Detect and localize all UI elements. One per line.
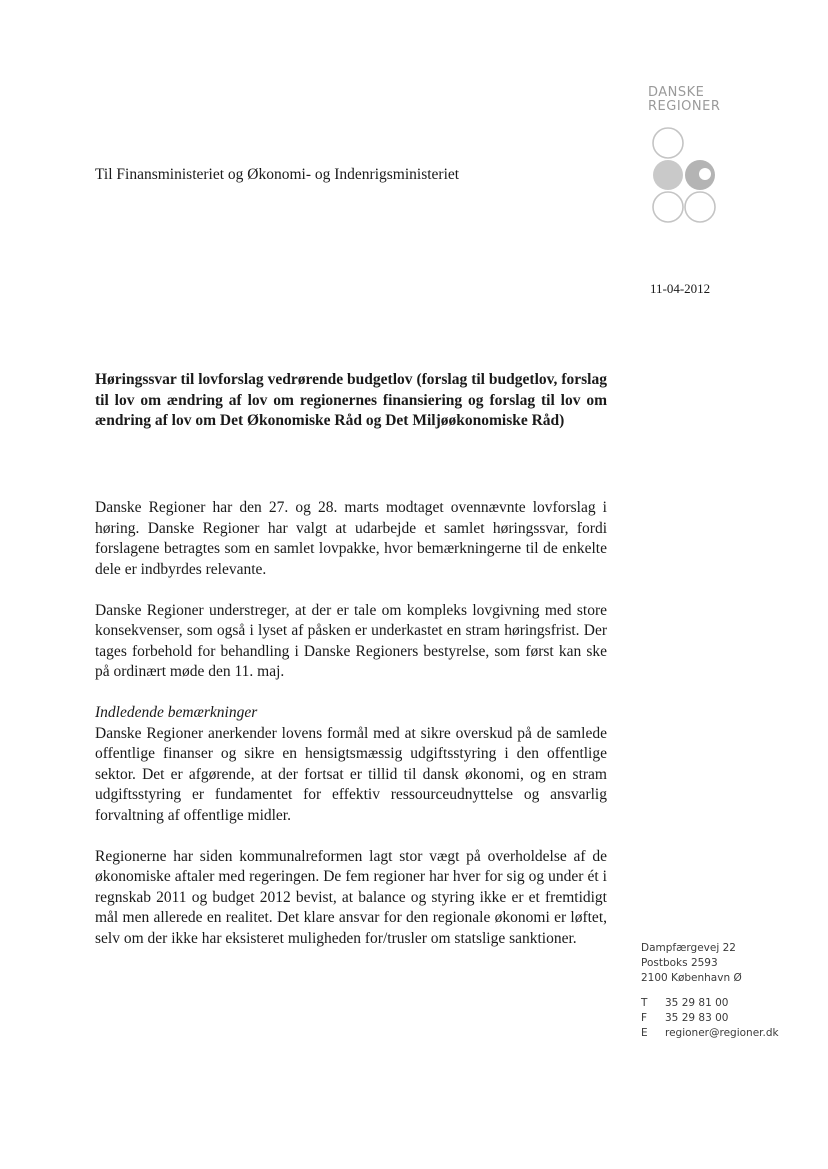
paragraph-2: Danske Regioner understreger, at der er tale om kompleks lovgivning med store konsekvenser, som også i lyset af påsken er underkastet en stram høringsfrist. Der tages forbehold for behandling i Danske Regioners bestyrelse, som først kan ske på ordinært møde den 11. maj. (95, 601, 607, 680)
phone-number: 35 29 81 00 (665, 997, 729, 1009)
logo-text-line2: REGIONER (648, 99, 721, 114)
letter-body (95, 498, 607, 970)
phone-row (641, 996, 779, 1011)
fax-label: F (641, 1012, 648, 1024)
address-pobox: Postboks 2593 (641, 957, 718, 969)
letter-date: 11-04-2012 (650, 281, 711, 296)
email-address: regioner@regioner.dk (665, 1027, 779, 1039)
paragraph-3: Danske Regioner anerkender lovens formål med at sikre overskud på de samlede offentlige finanser og sikre en hensigtsmæssig udgiftsstyring i den offentlige sektor. Det er afgørende, at der fortsat er tillid til dansk økonomi, og en stram udgiftsstyring er fundamentet for effektiv ressourceudnyttelse og ansvarlig forvaltning af offentlige midler. (95, 724, 607, 824)
paragraph-4: Regionerne har siden kommunalreformen lagt stor vægt på overholdelse af de økonomiske aftaler med regeringen. De fem regioner har hver for sig og under ét i regnskab 2011 og budget 2012 bevist, at balance og styring ikke er et fremtidigt mål men allerede en realitet. Det klare ansvar for den regionale økonomi er løftet, selv om der ikke har eksisteret muligheden for/trusler om statslige sanktioner. (95, 847, 607, 947)
email-row (641, 1026, 779, 1041)
email-label: E (641, 1027, 648, 1039)
logo-text-line1: DANSKE (648, 85, 705, 100)
phone-label: T (641, 997, 648, 1009)
paragraph-1: Danske Regioner har den 27. og 28. marts modtaget ovennævnte lovforslag i høring. Danske Regioner har valgt at udarbejde et samlet høringssvar, fordi forslagene betragtes som en samlet lovpakke, hvor bemærkningerne til de enkelte dele er indbyrdes relevante. (95, 499, 607, 578)
letter-subject: Høringssvar til lovforslag vedrørende budgetlov (forslag til budgetlov, forslag til lov om ændring af lov om regionernes finansiering og forslag til lov om ændring af lov om Det Økonomiske Råd og Det Miljøøkonomiske Råd) (95, 371, 607, 429)
sender-address (641, 941, 779, 1041)
address-street: Dampfærgevej 22 (641, 942, 736, 954)
logo-circles-icon (648, 124, 728, 224)
danske-regioner-logo (648, 86, 738, 224)
fax-number: 35 29 83 00 (665, 1012, 729, 1024)
fax-row (641, 1011, 779, 1026)
recipient-line: Til Finansministeriet og Økonomi- og Indenrigsministeriet (95, 166, 460, 183)
address-city: 2100 København Ø (641, 972, 742, 984)
section-heading: Indledende bemærkninger (95, 704, 258, 721)
